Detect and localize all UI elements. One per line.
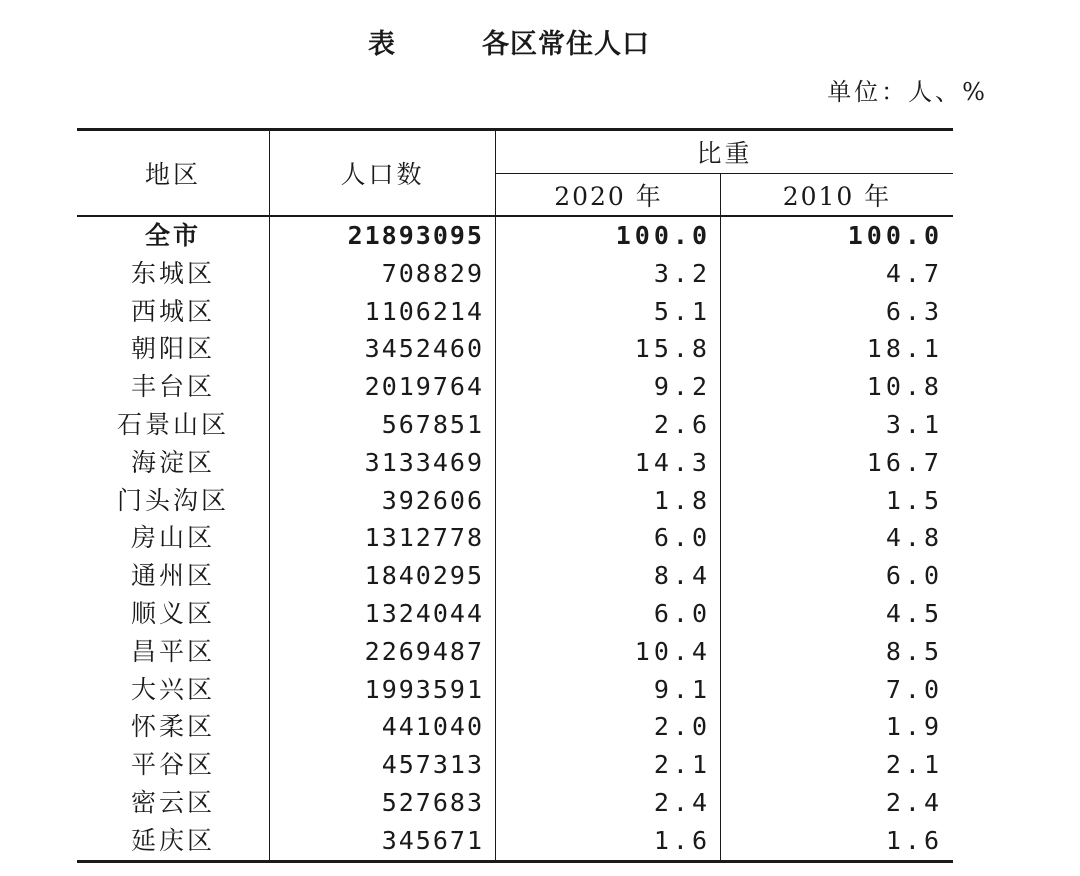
cell-region: 大兴区 <box>130 674 215 704</box>
cell-region: 怀柔区 <box>130 712 215 742</box>
cell-population: 1324044 <box>364 598 484 628</box>
unit-note: 单位：人、% <box>827 78 988 106</box>
cell-share-2010: 1.9 <box>885 712 943 742</box>
cell-share-2010: 3.1 <box>885 409 943 439</box>
table-row <box>77 633 953 671</box>
header-region: 地区 <box>144 160 201 189</box>
cell-region: 延庆区 <box>130 825 215 855</box>
cell-share-2020: 14.3 <box>634 447 711 477</box>
cell-region: 石景山区 <box>116 409 229 439</box>
cell-share-2020: 1.8 <box>653 485 711 515</box>
cell-population: 3133469 <box>364 447 484 477</box>
cell-region: 东城区 <box>130 258 215 288</box>
cell-share-2010: 8.5 <box>885 636 943 666</box>
cell-share-2020: 2.1 <box>653 750 711 780</box>
cell-share-2020: 2.4 <box>653 787 711 817</box>
cell-population: 457313 <box>381 750 484 780</box>
header-divider <box>495 173 953 174</box>
cell-share-2020: 10.4 <box>634 636 711 666</box>
cell-population: 567851 <box>381 409 484 439</box>
cell-share-2010: 18.1 <box>866 334 943 364</box>
cell-region: 西城区 <box>130 296 215 326</box>
table-row <box>77 671 953 709</box>
cell-population: 345671 <box>381 825 484 855</box>
cell-region: 全市 <box>144 221 201 250</box>
cell-share-2020: 8.4 <box>653 561 711 591</box>
cell-population: 21893095 <box>347 221 484 250</box>
cell-share-2010: 10.8 <box>866 372 943 402</box>
table-row <box>77 519 953 557</box>
cell-share-2010: 7.0 <box>885 674 943 704</box>
cell-share-2020: 3.2 <box>653 258 711 288</box>
cell-share-2010: 1.5 <box>885 485 943 515</box>
cell-region: 海淀区 <box>130 447 215 477</box>
cell-share-2010: 4.5 <box>885 598 943 628</box>
cell-population: 1106214 <box>364 296 484 326</box>
cell-share-2020: 9.1 <box>653 674 711 704</box>
table-row <box>77 330 953 368</box>
cell-population: 2019764 <box>364 372 484 402</box>
cell-population: 1312778 <box>364 523 484 553</box>
table-row <box>77 444 953 482</box>
cell-region: 密云区 <box>130 787 215 817</box>
cell-population: 527683 <box>381 787 484 817</box>
cell-region: 通州区 <box>130 561 215 591</box>
cell-region: 门头沟区 <box>116 485 229 515</box>
cell-share-2010: 4.8 <box>885 523 943 553</box>
table-row <box>77 822 953 860</box>
cell-share-2010: 100.0 <box>847 221 943 250</box>
cell-share-2010: 6.3 <box>885 296 943 326</box>
cell-population: 392606 <box>381 485 484 515</box>
cell-share-2020: 9.2 <box>653 372 711 402</box>
header-year-2020: 2020 年 <box>554 181 663 211</box>
table-title-label: 表 <box>368 29 395 60</box>
header-divider <box>269 131 270 215</box>
cell-share-2020: 6.0 <box>653 523 711 553</box>
cell-share-2020: 100.0 <box>615 221 711 250</box>
table-header <box>77 131 953 217</box>
table-title <box>0 18 1080 62</box>
cell-share-2020: 5.1 <box>653 296 711 326</box>
cell-share-2020: 2.6 <box>653 409 711 439</box>
cell-population: 1993591 <box>364 674 484 704</box>
header-population: 人口数 <box>340 160 425 189</box>
table-row <box>77 746 953 784</box>
cell-region: 顺义区 <box>130 598 215 628</box>
cell-population: 2269487 <box>364 636 484 666</box>
cell-region: 丰台区 <box>130 372 215 402</box>
table-row <box>77 557 953 595</box>
table-row <box>77 368 953 406</box>
header-share: 比重 <box>696 139 753 168</box>
cell-population: 708829 <box>381 258 484 288</box>
table-row <box>77 293 953 331</box>
cell-region: 平谷区 <box>130 750 215 780</box>
cell-share-2020: 1.6 <box>653 825 711 855</box>
table-title-text: 各区常住人口 <box>482 29 650 60</box>
cell-share-2010: 2.4 <box>885 787 943 817</box>
cell-share-2010: 16.7 <box>866 447 943 477</box>
cell-share-2010: 1.6 <box>885 825 943 855</box>
cell-population: 441040 <box>381 712 484 742</box>
table-row <box>77 482 953 520</box>
table-row <box>77 784 953 822</box>
cell-population: 3452460 <box>364 334 484 364</box>
cell-share-2020: 15.8 <box>634 334 711 364</box>
cell-region: 昌平区 <box>130 636 215 666</box>
cell-region: 朝阳区 <box>130 334 215 364</box>
cell-region: 房山区 <box>130 523 215 553</box>
header-year-2010: 2010 年 <box>782 181 892 211</box>
cell-population: 1840295 <box>364 561 484 591</box>
cell-share-2010: 2.1 <box>885 750 943 780</box>
table-body <box>77 217 953 860</box>
population-table <box>77 128 953 863</box>
table-row <box>77 708 953 746</box>
cell-share-2010: 6.0 <box>885 561 943 591</box>
header-divider <box>720 173 721 215</box>
table-row <box>77 255 953 293</box>
cell-share-2010: 4.7 <box>885 258 943 288</box>
table-row <box>77 595 953 633</box>
table-row <box>77 406 953 444</box>
table-row-total <box>77 217 953 255</box>
cell-share-2020: 6.0 <box>653 598 711 628</box>
cell-share-2020: 2.0 <box>653 712 711 742</box>
